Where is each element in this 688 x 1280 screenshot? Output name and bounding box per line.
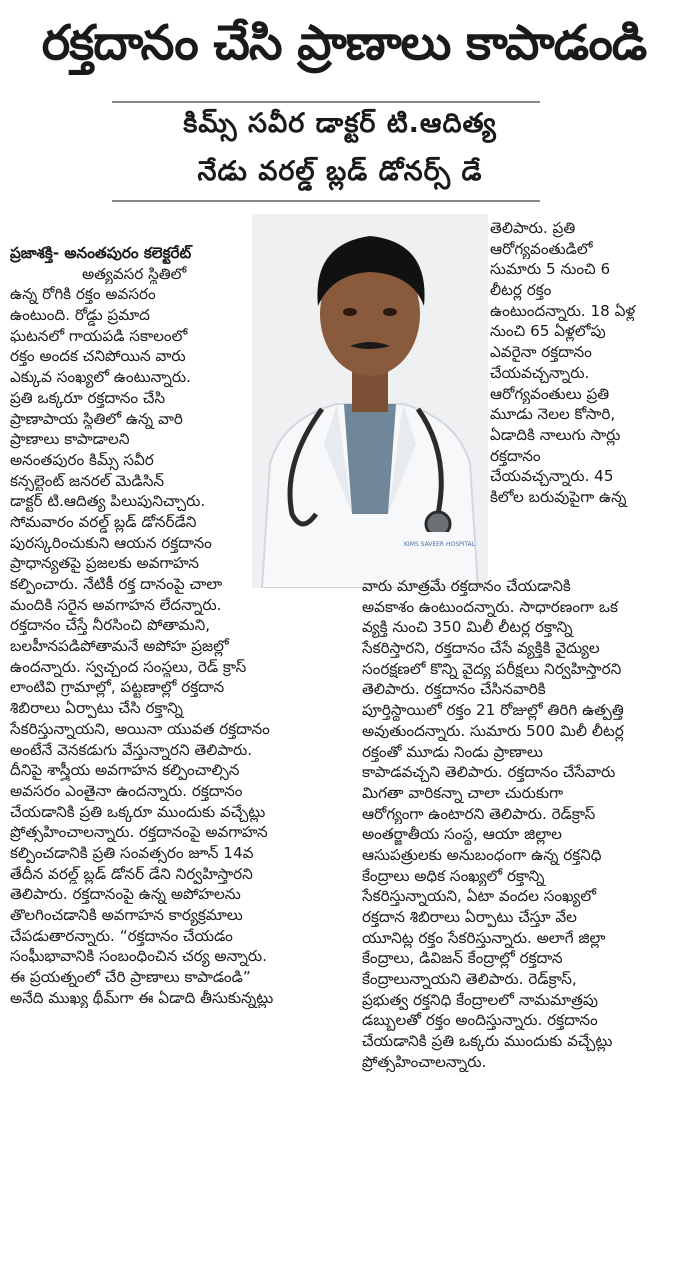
text-line: ప్రోత్సహించాలన్నారు. రక్తదానంపై అవగాహన: [10, 823, 268, 842]
text-line: దీనిపై శాస్త్రీయ అవగాహన కల్పించాల్సిన: [10, 761, 240, 780]
text-line: తెలిపారు. రక్తదానం చేసినవారికి: [362, 680, 546, 699]
text-line: ప్రోత్సహించాలన్నారు.: [362, 1052, 487, 1071]
text-line: లాంటివి గ్రామాల్లో, పట్టణాల్లో రక్తదాన: [10, 678, 225, 697]
text-line: తొలగించడానికి అవగాహన కార్యక్రమాలు: [10, 906, 243, 924]
article-left-column: [10, 243, 355, 1008]
text-line: ఆసుపత్రులకు అనుబంధంగా ఉన్న రక్తనిధి: [362, 845, 602, 864]
text-line: ఏడాదికి నాలుగు సార్లు: [490, 425, 621, 444]
text-line: రక్తంతో మూడు నిండు ప్రాణాలు: [362, 742, 543, 761]
text-line: కల్పించడానికి ప్రతి సంవత్సరం జూన్ 14వ: [10, 843, 254, 862]
text-line: సేకరిస్తున్నాయని, అయినా యువత రక్తదానం: [10, 719, 270, 738]
text-line: కల్పించారు. నేటికీ రక్త దానంపై చాలా: [10, 575, 223, 593]
text-line: ఆరోగ్యవంతుడిలో: [490, 239, 593, 258]
text-line: ఉంటుందన్నారు. 18 ఏళ్ల: [490, 301, 636, 320]
text-line: రక్తదానం చేస్తే నీరసించి పోతామని,: [10, 616, 211, 635]
text-line: ఆరోగ్యంగా ఉంటారని తెలిపారు. రెడ్‌క్రాస్: [362, 804, 596, 823]
text-line: తెలిపారు. ప్రతి: [490, 219, 576, 237]
text-line: ప్రాణాలు కాపాడాలని: [10, 430, 130, 449]
text-line: చేయవచ్చన్నారు.: [490, 363, 590, 382]
text-line: ఈ ప్రయత్నంలో చేరి ప్రాణాలు కాపాడండి”: [10, 968, 251, 987]
text-line: ఆరోగ్యవంతులు ప్రతి: [490, 384, 610, 403]
dateline: ప్రజాశక్తి- అనంతపురం కలెక్టరేట్: [10, 244, 192, 262]
text-line: రక్తం అందక చనిపోయిన వారు: [10, 347, 186, 366]
text-line: నుంచి 65 ఏళ్లలోపు: [490, 322, 606, 341]
text-line: రక్తదానం: [490, 446, 541, 465]
text-line: లీటర్ల రక్తం: [490, 281, 552, 300]
text-line: ఘటనలో గాయపడి సకాలంలో: [10, 326, 188, 345]
text-line: ప్రతి ఒక్కరూ రక్తదానం చేసి: [10, 388, 166, 407]
text-line: డాక్టర్ టి.ఆదిత్య పిలుపునిచ్చారు.: [10, 492, 206, 511]
text-line: మిగతా వారికన్నా చాలా చురుకుగా: [362, 783, 564, 802]
text-line: కన్సల్టెంట్ జనరల్ మెడిసిన్: [10, 471, 165, 490]
text-line: అంటేనే వెనకడుగు వేస్తున్నారని తెలిపారు.: [10, 740, 253, 759]
subheadline-bottom-rule: [112, 200, 540, 202]
text-line: యూనిట్ల రక్తం సేకరిస్తున్నారు. అలాగే జిల్లా: [362, 928, 606, 947]
text-line: బలహీనపడిపోతామనే అపోహ ప్రజల్లో: [10, 637, 229, 656]
text-line: అనంతపురం కిమ్స్ సవీర: [10, 450, 154, 469]
text-line: రక్తదాన శిబిరాలు ఏర్పాటు చేస్తూ వేల: [362, 908, 577, 926]
text-line: కాపాడవచ్చని తెలిపారు. రక్తదానం చేసేవారు: [362, 763, 616, 782]
text-line: ఉంటుంది. రోడ్డు ప్రమాద: [10, 306, 150, 325]
text-line: ఉందన్నారు. స్వచ్ఛంద సంస్థలు, రెడ్ క్రాస్: [10, 657, 247, 676]
subheadline-doctor: కిమ్స్ సవీర డాక్టర్ టి.ఆదిత్య: [183, 108, 497, 139]
text-line: మూడు నెలల కోసారి,: [490, 405, 616, 424]
text-line: తెలిపారు. రక్తదానంపై ఉన్న అపోహలను: [10, 885, 241, 904]
text-line: చేపడుతారన్నారు. “రక్తదానం చేయడం: [10, 926, 233, 945]
text-line: అనేది ముఖ్య థీమ్‌గా ఈ ఏడాది తీసుకున్నట్లు: [10, 988, 274, 1007]
text-line: అవకాశం ఉంటుందన్నారు. సాధారణంగా ఒక: [362, 597, 618, 616]
subheadline-top-rule: [112, 101, 540, 103]
text-line: చేయడానికి ప్రతి ఒక్కరూ ముందుకు వచ్చేట్లు: [10, 802, 266, 821]
subheadline-world-blood-donor-day: నేడు వరల్డ్ బ్లడ్ డోనర్స్ డే: [197, 156, 483, 187]
text-line: ఎవరైనా రక్తదానం: [490, 343, 592, 362]
text-line: సోమవారం వరల్డ్ బ్లడ్ డోనర్‌డేని: [10, 512, 197, 531]
text-line: సుమారు 5 నుంచి 6: [490, 260, 611, 279]
text-line: ఎక్కువ సంఖ్యలో ఉంటున్నారు.: [10, 368, 192, 387]
text-line: చేయవచ్చన్నారు. 45: [490, 467, 614, 486]
text-line: సేకరిస్తున్నాయని, ఏటా వందల సంఖ్యలో: [362, 887, 596, 906]
text-line: సేకరిస్తారని, రక్తదానం చేసే వ్యక్తికి వైద్యుల: [362, 639, 600, 658]
text-line: కిలోల బరువుపైగా ఉన్న: [490, 487, 627, 506]
text-line: అంతర్జాతీయ సంస్థ, ఆయా జిల్లాల: [362, 825, 562, 844]
text-line: శిబిరాలు ఏర్పాటు చేసి రక్తాన్ని: [10, 699, 184, 718]
text-line: సంఘీభావానికి సంబంధించిన చర్య అన్నారు.: [10, 947, 268, 966]
text-line: సంరక్షణలో కొన్ని వైద్య పరీక్షలు నిర్వహిస్తారని: [362, 659, 622, 678]
text-line: మందికి సరైన అవగాహన లేదన్నారు.: [10, 595, 222, 614]
text-line: పూర్తిస్థాయిలో రక్తం 21 రోజుల్లో తిరిగి ఉత్పత్తి: [362, 701, 624, 720]
text-line: చేయడానికి ప్రతి ఒక్కరు ముందుకు వచ్చేట్లు: [362, 1032, 613, 1051]
headline: రక్తదానం చేసి ప్రాణాలు కాపాడండి: [41, 15, 647, 71]
article-right-column: [490, 218, 680, 508]
text-line: డబ్బులతో రక్తం అందిస్తున్నారు. రక్తదానం: [362, 1011, 598, 1030]
text-line: కేంద్రాలున్నాయని తెలిపారు. రెడ్‌క్రాస్,: [362, 970, 577, 989]
text-line: పురస్కరించుకుని ఆయన రక్తదానం: [10, 533, 212, 552]
text-line: వారు మాత్రమే రక్తదానం చేయడానికి: [362, 577, 571, 595]
text-line: కేంద్రాలు, డివిజన్ కేంద్రాల్లో రక్తదాన: [362, 949, 563, 968]
text-line: అవసరం ఎంతైనా ఉందన్నారు. రక్తదానం: [10, 781, 243, 800]
text-line: ప్రాధాన్యతపై ప్రజలకు అవగాహన: [10, 554, 199, 573]
coat-logo-text: KIMS SAVEER HOSPITAL: [404, 541, 476, 548]
text-line: ఉన్న రోగికి రక్తం అవసరం: [10, 285, 156, 304]
text-line: కేంద్రాలు అధిక సంఖ్యలో రక్తాన్ని: [362, 866, 545, 885]
text-line: అత్యవసర స్థితిలో: [82, 264, 187, 283]
text-line: ప్రభుత్వ రక్తనిధి కేంద్రాలలో నామమాత్రపు: [362, 990, 599, 1009]
text-line: అవుతుందన్నారు. సుమారు 500 మిలీ లీటర్ల: [362, 721, 624, 740]
text-line: ప్రాణాపాయ స్థితిలో ఉన్న వారి: [10, 409, 183, 428]
text-line: వ్యక్తి నుంచి 350 మిలీ లీటర్ల రక్తాన్ని: [362, 618, 573, 637]
article-bottom-column: [362, 576, 680, 1073]
text-line: తేదీన వరల్డ్ బ్లడ్ డోనర్ డేని నిర్వహిస్తారని: [10, 864, 253, 883]
